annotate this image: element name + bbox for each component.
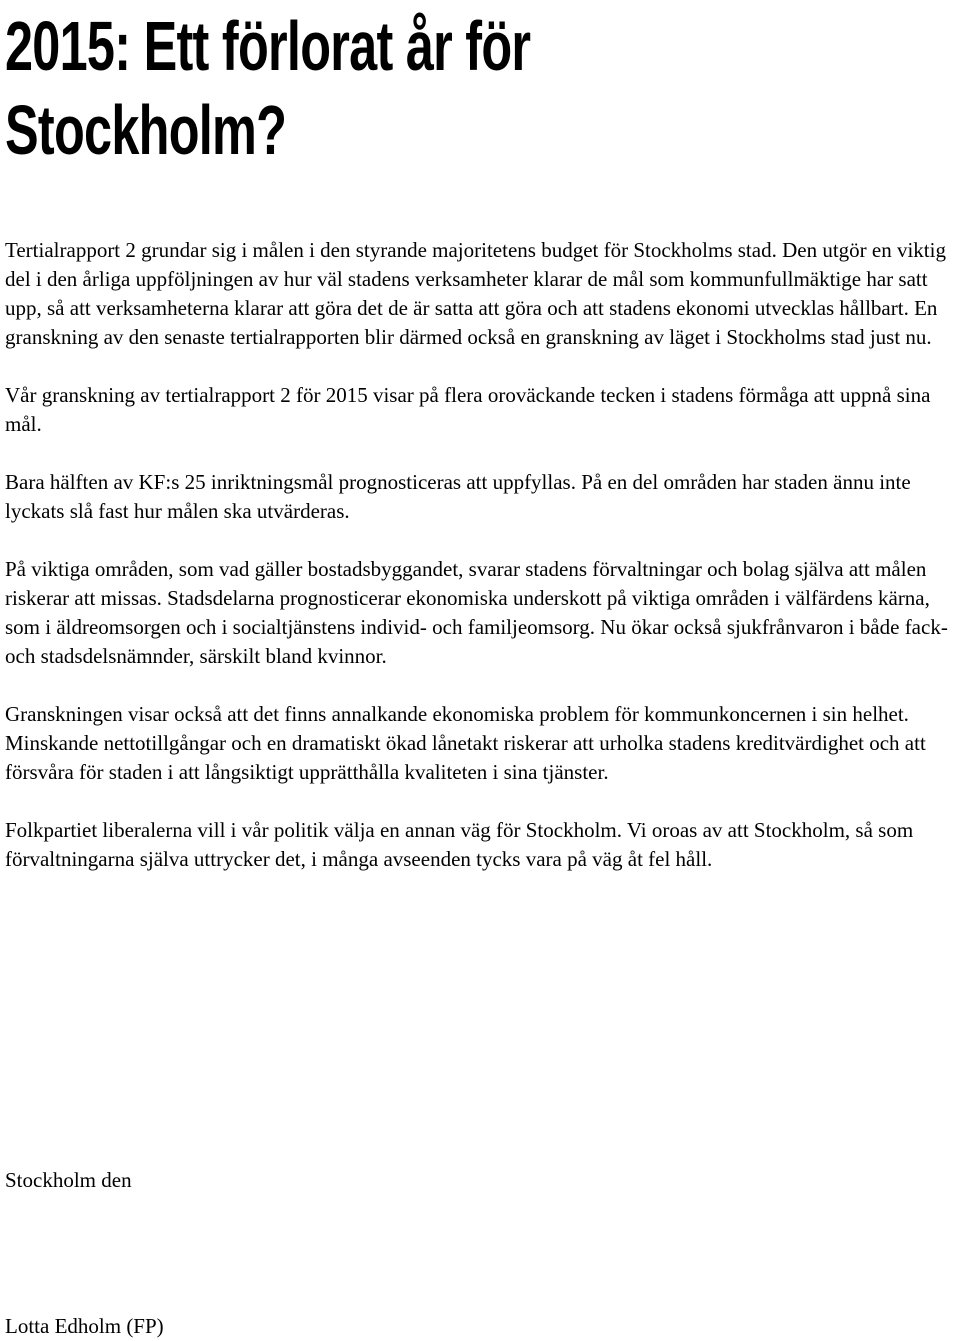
paragraph-finances: Granskningen visar också att det finns annalkande ekonomiska problem för kommunkoncernen i sin helhet. Minskande nettotillgångar och en dramatiskt ökad lånetakt riskerar att urholka stadens kreditvärdighet och att försvåra för staden i att långsiktigt upprätthålla kvaliteten i sina tjänster.	[5, 702, 926, 784]
title-line-1: 2015: Ett förlorat år för	[5, 7, 531, 85]
page-title	[5, 0, 941, 172]
title-line-2: Stockholm?	[5, 91, 287, 169]
document-body	[5, 236, 957, 903]
paragraph-goals: Bara hälften av KF:s 25 inriktningsmål prognosticeras att uppfyllas. På en del områden har staden ännu inte lyckats slå fast hur målen ska utvärderas.	[5, 470, 911, 523]
signature-line: Lotta Edholm (FP)	[5, 1314, 164, 1338]
place-date-line: Stockholm den	[5, 1168, 132, 1192]
paragraph-conclusion: Folkpartiet liberalerna vill i vår politik välja en annan väg för Stockholm. Vi oroas av att Stockholm, så som förvaltningarna själva uttrycker det, i många avseenden tycks vara på väg åt fel håll.	[5, 818, 914, 871]
paragraph-findings: Vår granskning av tertialrapport 2 för 2015 visar på flera oroväckande tecken i stadens förmåga att uppnå sina mål.	[5, 383, 931, 436]
paragraph-areas: På viktiga områden, som vad gäller bostadsbyggandet, svarar stadens förvaltningar och bolag själva att målen riskerar att missas. Stadsdelarna prognosticerar ekonomiska underskott på viktiga områden i välfärdens kärna, som i äldreomsorgen och i socialtjänstens individ- och familjeomsorg. Nu ökar också sjukfrånvaron i både fack- och stadsdelsnämnder, särskilt bland kvinnor.	[5, 557, 948, 668]
document-page	[5, 0, 957, 1338]
paragraph-intro: Tertialrapport 2 grundar sig i målen i den styrande majoritetens budget för Stockholms stad. Den utgör en viktig del i den årliga uppföljningen av hur väl stadens verksamheter klarar de mål som kommunfullmäktige har satt upp, så att verksamheterna klarar att göra det de är satta att göra och att stadens ekonomi utvecklas hållbart. En granskning av den senaste tertialrapporten blir därmed också en granskning av läget i Stockholms stad just nu.	[5, 238, 946, 349]
